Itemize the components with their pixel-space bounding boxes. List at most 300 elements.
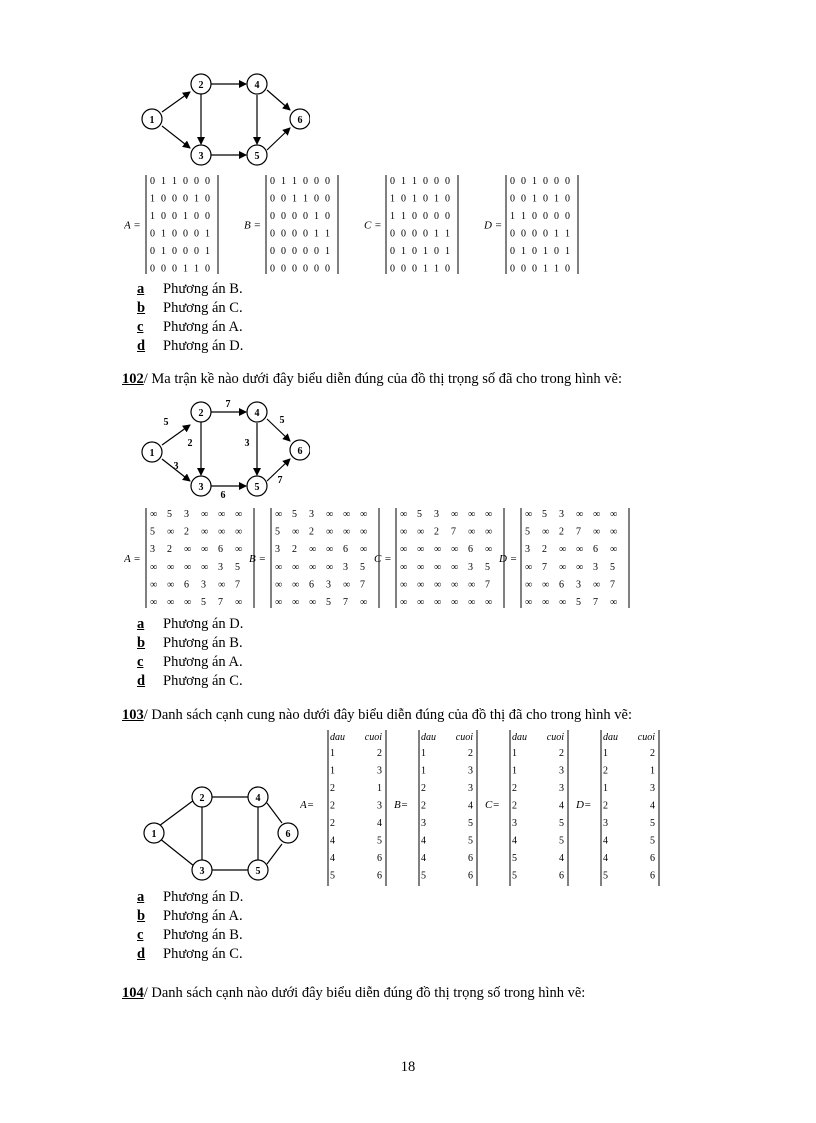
matrix-cell: 1 [532,176,537,187]
matrix-cell: 0 [183,246,188,257]
edge-end: 6 [377,870,382,882]
edge-end: 5 [650,835,655,847]
matrix-cell: 0 [172,246,177,257]
matrix-cell: 1 [543,263,548,275]
edge-start: 2 [512,800,517,812]
matrix-cell: ∞ [292,561,300,573]
answer-option-c[interactable] [137,654,243,673]
weight-3-5: 6 [220,490,226,501]
matrix-cell: ∞ [400,597,408,608]
matrix-cell: ∞ [360,509,368,520]
edge-end: 6 [377,853,382,864]
matrix-cell: 0 [194,211,199,222]
matrix-label: C = [374,553,392,565]
matrix-cell: 7 [343,597,348,608]
matrix-cell: 3 [184,509,189,520]
matrix-cell: 0 [292,246,297,257]
matrix-cell: 0 [303,228,308,240]
matrix-cell: 0 [565,263,570,275]
option-text: Phương án A. [163,908,243,924]
edge-start: 5 [512,870,517,882]
matrix-cell: 1 [510,211,515,222]
q104-text: / Danh sách cạnh nào dưới đây biểu diễn đúng đồ thị trọng số trong hình vẽ: [143,985,586,1001]
option-text: Phương án C. [163,673,243,689]
matrix-cell: 1 [161,176,166,187]
matrix-cell: ∞ [360,597,368,608]
matrix-cell: ∞ [525,579,533,591]
edge-start: 4 [603,835,608,847]
edge-end: 6 [468,853,473,864]
matrix-cell: 0 [183,228,188,240]
matrix-cell: ∞ [400,526,408,538]
matrix-cell: ∞ [309,544,317,556]
matrix-cell: 0 [390,263,395,275]
edge-end: 3 [377,765,382,777]
matrix-cell: 7 [485,579,490,591]
edge-end: 4 [468,800,473,812]
matrix-cell: 1 [205,246,210,257]
matrix-cell: ∞ [326,561,334,573]
matrix-cell: 1 [183,263,188,275]
weight-1-3: 3 [173,461,179,472]
edge-end: 2 [468,748,473,759]
matrix-cell: 1 [161,228,166,240]
matrix-cell: 0 [183,176,188,187]
matrix-cell: ∞ [292,526,300,538]
matrix-cell: 0 [510,176,515,187]
matrix-cell: 1 [434,228,439,240]
edge-end: 4 [559,853,564,864]
matrix-cell: ∞ [576,509,584,520]
matrix-cell: ∞ [150,561,158,573]
matrix-cell: 3 [525,544,530,556]
matrix-cell: 1 [325,228,330,240]
matrix-cell: 1 [521,211,526,222]
matrix-cell: ∞ [292,597,300,608]
matrix-cell: ∞ [360,526,368,538]
option-text: Phương án A. [163,319,243,335]
matrix-cell: ∞ [451,579,459,591]
matrix-cell: 0 [314,176,319,187]
matrix-cell: 7 [218,597,223,608]
node-5: 5 [254,151,260,162]
matrix-cell: ∞ [292,579,300,591]
matrix-cell: ∞ [576,544,584,556]
matrix-cell: 1 [423,263,428,275]
matrix-cell: 1 [150,211,155,222]
matrix-cell: ∞ [167,561,175,573]
matrix-cell: 2 [167,544,172,556]
weight-4-6: 5 [279,415,285,426]
matrix-cell: 0 [434,246,439,257]
matrix-cell: 2 [184,526,189,538]
matrix-cell: 0 [270,246,275,257]
matrix-cell: 2 [309,526,314,538]
weight-5-6: 7 [277,475,283,486]
matrix-cell: 1 [532,193,537,205]
option-letter: d [137,946,146,962]
answer-option-c[interactable] [137,927,243,946]
matrix-cell: 0 [565,176,570,187]
edge-start: 3 [512,818,517,829]
matrix-cell: ∞ [150,579,158,591]
node-3: 3 [198,151,204,162]
edge-start: 5 [512,853,517,864]
edge-start: 2 [330,800,335,812]
edge-start: 4 [512,835,517,847]
matrix-cell: 5 [201,597,206,608]
matrix-cell: 0 [423,211,428,222]
answer-option-d[interactable] [137,673,243,692]
matrix-cell: 5 [576,597,581,608]
matrix-cell: ∞ [525,561,533,573]
q103-graph [132,778,315,888]
matrix-cell: 0 [325,193,330,205]
edge-end: 6 [559,870,564,882]
option-letter: c [137,654,144,670]
q103-options[interactable] [137,889,243,965]
matrix-cell: 1 [554,228,559,240]
matrix-cell: 6 [559,579,564,591]
answer-option-b[interactable] [137,635,243,654]
edge-start: 1 [421,765,426,777]
matrix-cell: 0 [532,263,537,275]
matrix-cell: ∞ [400,561,408,573]
option-text: Phương án C. [163,300,243,316]
answer-option-a[interactable] [137,281,243,300]
edge-start: 2 [330,818,335,829]
edge-end: 6 [468,870,473,882]
matrix-cell: 0 [292,228,297,240]
matrix-cell: 0 [543,228,548,240]
svg-text:4: 4 [254,408,260,419]
matrix-cell: ∞ [559,544,567,556]
matrix-cell: 0 [565,211,570,222]
matrix-cell: ∞ [417,526,425,538]
matrix-cell: 6 [218,544,223,556]
matrix-cell: 1 [434,263,439,275]
matrix-cell: 0 [543,193,548,205]
matrix-label: A = [124,553,141,565]
svg-text:1: 1 [151,829,157,840]
option-letter: d [137,673,146,689]
matrix-cell: 0 [325,176,330,187]
header-dau: dau [603,732,618,743]
matrix-cell: ∞ [485,597,493,608]
matrix-cell: 6 [309,579,314,591]
matrix-cell: 1 [401,246,406,257]
matrix-cell: 6 [184,579,189,591]
node-4: 4 [254,80,260,91]
option-text: Phương án D. [163,338,244,354]
matrix-cell: ∞ [275,509,283,520]
edge-start: 1 [512,765,517,777]
matrix-cell: ∞ [434,579,442,591]
matrix-cell: ∞ [468,509,476,520]
matrix-cell: 0 [205,211,210,222]
edge-end: 3 [377,800,382,812]
q101-options[interactable] [137,281,243,357]
matrix-cell: 0 [445,193,450,205]
matrix-cell: 0 [292,211,297,222]
matrix-cell: 0 [303,246,308,257]
matrix-cell: 3 [326,579,331,591]
edge-start: 4 [421,853,426,864]
matrix-cell: ∞ [201,526,209,538]
matrix-cell: ∞ [434,544,442,556]
matrix-cell: 1 [554,193,559,205]
svg-text:1: 1 [149,448,155,459]
edge-end: 5 [468,835,473,847]
matrix-cell: ∞ [468,579,476,591]
svg-text:2: 2 [198,408,204,419]
matrix-cell: ∞ [326,509,334,520]
matrix-cell: 0 [292,263,297,275]
matrix-cell: ∞ [235,544,243,556]
matrix-cell: 0 [281,211,286,222]
matrix-cell: ∞ [610,509,618,520]
matrix-cell: 1 [314,228,319,240]
matrix-cell: 0 [401,193,406,205]
matrix-cell: 7 [593,597,598,608]
matrix-cell: 0 [281,193,286,205]
edge-start: 1 [603,783,608,794]
matrix-label: A = [124,219,141,232]
answer-option-c[interactable] [137,319,243,338]
matrix-cell: ∞ [360,544,368,556]
matrix-cell: ∞ [400,509,408,520]
matrix-cell: 0 [412,211,417,222]
matrix-cell: 1 [183,211,188,222]
edge-start: 5 [603,870,608,882]
edge-start: 5 [330,870,335,882]
answer-option-b[interactable] [137,300,243,319]
matrix-cell: ∞ [275,597,283,608]
svg-text:4: 4 [255,793,261,804]
matrix-cell: 0 [532,246,537,257]
matrix-cell: 0 [510,193,515,205]
matrix-cell: 0 [445,176,450,187]
edgelist-label: C= [485,799,500,811]
matrix-cell: ∞ [326,526,334,538]
matrix-cell: 0 [150,228,155,240]
q104-title [122,985,585,1002]
matrix-cell: 0 [270,176,275,187]
matrix-cell: 0 [390,228,395,240]
matrix-cell: 1 [434,193,439,205]
option-letter: a [137,616,145,632]
edge-end: 5 [468,818,473,829]
edge-start: 1 [330,748,335,759]
matrix-cell: ∞ [201,509,209,520]
matrix-label: D = [499,553,518,565]
weight-1-2: 5 [163,417,169,428]
svg-text:6: 6 [285,829,291,840]
matrix-cell: ∞ [275,579,283,591]
q102-matrices [124,505,634,611]
edge-end: 3 [559,765,564,777]
matrix-cell: 0 [205,193,210,205]
matrix-cell: 0 [565,193,570,205]
matrix-cell: 0 [150,176,155,187]
option-letter: b [137,300,146,316]
matrix-cell: ∞ [235,597,243,608]
matrix-cell: 3 [343,561,348,573]
svg-text:5: 5 [254,482,260,493]
matrix-cell: 0 [161,263,166,275]
matrix-cell: 0 [554,211,559,222]
matrix-cell: 5 [292,509,297,520]
matrix-cell: 7 [235,579,240,591]
matrix-cell: 3 [559,509,564,520]
matrix-cell: 0 [521,263,526,275]
q102-options[interactable] [137,616,243,692]
option-text: Phương án C. [163,946,243,962]
matrix-cell: ∞ [218,526,226,538]
edge-end: 1 [650,765,655,777]
matrix-cell: 0 [194,228,199,240]
matrix-cell: 1 [445,228,450,240]
edge-end: 5 [377,835,382,847]
matrix-cell: 0 [390,246,395,257]
matrix-cell: 1 [390,211,395,222]
matrix-cell: 0 [445,211,450,222]
answer-option-d[interactable] [137,338,243,357]
answer-option-b[interactable] [137,908,243,927]
matrix-cell: 1 [401,176,406,187]
matrix-cell: 0 [150,263,155,275]
answer-option-a[interactable] [137,889,243,908]
matrix-cell: 2 [559,526,564,538]
option-letter: b [137,635,146,651]
weight-2-4: 7 [225,399,231,410]
matrix-cell: ∞ [235,526,243,538]
matrix-cell: ∞ [451,509,459,520]
option-letter: b [137,908,146,924]
option-letter: d [137,338,146,354]
answer-option-d[interactable] [137,946,243,965]
matrix-cell: 0 [445,263,450,275]
matrix-cell: ∞ [485,544,493,556]
matrix-cell: 0 [434,176,439,187]
edge-start: 2 [330,783,335,794]
q101-graph [130,62,310,172]
matrix-cell: ∞ [485,526,493,538]
matrix-cell: 1 [161,246,166,257]
header-dau: dau [512,732,527,743]
matrix-cell: 0 [554,246,559,257]
edge-end: 3 [468,765,473,777]
header-cuoi: cuoi [546,732,564,743]
matrix-cell: 0 [401,263,406,275]
matrix-cell: 0 [314,263,319,275]
option-text: Phương án B. [163,281,243,297]
q103-title [122,707,632,724]
matrix-cell: ∞ [417,597,425,608]
matrix-cell: ∞ [184,544,192,556]
matrix-cell: 1 [281,176,286,187]
matrix-cell: 0 [194,246,199,257]
edge-start: 2 [603,765,608,777]
matrix-cell: 0 [314,246,319,257]
option-letter: a [137,889,145,905]
edge-start: 2 [421,783,426,794]
matrix-cell: 0 [401,228,406,240]
matrix-cell: ∞ [275,561,283,573]
matrix-cell: 0 [510,228,515,240]
matrix-cell: ∞ [525,597,533,608]
header-cuoi: cuoi [455,732,473,743]
edge-end: 3 [468,783,473,794]
option-text: Phương án A. [163,654,243,670]
matrix-cell: ∞ [309,561,317,573]
matrix-cell: 0 [303,211,308,222]
matrix-cell: 0 [281,228,286,240]
matrix-cell: 1 [554,263,559,275]
header-dau: dau [421,732,436,743]
matrix-label: B = [249,553,266,565]
matrix-cell: 0 [270,211,275,222]
matrix-cell: 1 [543,246,548,257]
matrix-cell: 1 [412,176,417,187]
matrix-cell: ∞ [417,544,425,556]
edgelist-label: A= [300,799,315,811]
edge-start: 1 [603,748,608,759]
matrix-cell: 5 [360,561,365,573]
matrix-cell: 3 [309,509,314,520]
matrix-cell: 0 [532,211,537,222]
matrix-cell: 0 [532,228,537,240]
matrix-cell: 1 [423,246,428,257]
matrix-cell: 0 [325,263,330,275]
answer-option-a[interactable] [137,616,243,635]
matrix-cell: 6 [468,544,473,556]
option-text: Phương án B. [163,927,243,943]
edge-start: 4 [330,835,335,847]
matrix-cell: 5 [235,561,240,573]
matrix-cell: 7 [610,579,615,591]
edge-start: 1 [330,765,335,777]
matrix-cell: ∞ [468,597,476,608]
matrix-cell: ∞ [593,526,601,538]
matrix-cell: 0 [270,263,275,275]
matrix-cell: 5 [150,526,155,538]
edge-start: 4 [603,853,608,864]
matrix-cell: 0 [150,246,155,257]
matrix-cell: ∞ [451,544,459,556]
edge-start: 1 [512,748,517,759]
matrix-cell: 5 [417,509,422,520]
matrix-cell: 5 [485,561,490,573]
edge-start: 3 [603,818,608,829]
matrix-cell: 0 [172,211,177,222]
matrix-cell: ∞ [593,509,601,520]
matrix-cell: 0 [314,193,319,205]
matrix-cell: 7 [360,579,365,591]
q102-text: / Ma trận kề nào dưới đây biểu diễn đúng của đồ thị trọng số đã cho trong hình vẽ: [143,371,622,387]
weight-2-3: 2 [187,438,193,449]
matrix-cell: 0 [543,211,548,222]
edge-start: 2 [421,800,426,812]
matrix-cell: 0 [303,263,308,275]
matrix-cell: ∞ [485,509,493,520]
matrix-cell: 3 [218,561,223,573]
matrix-cell: 3 [434,509,439,520]
matrix-cell: ∞ [184,597,192,608]
matrix-cell: 0 [521,176,526,187]
matrix-cell: 0 [194,176,199,187]
edge-start: 1 [421,748,426,759]
